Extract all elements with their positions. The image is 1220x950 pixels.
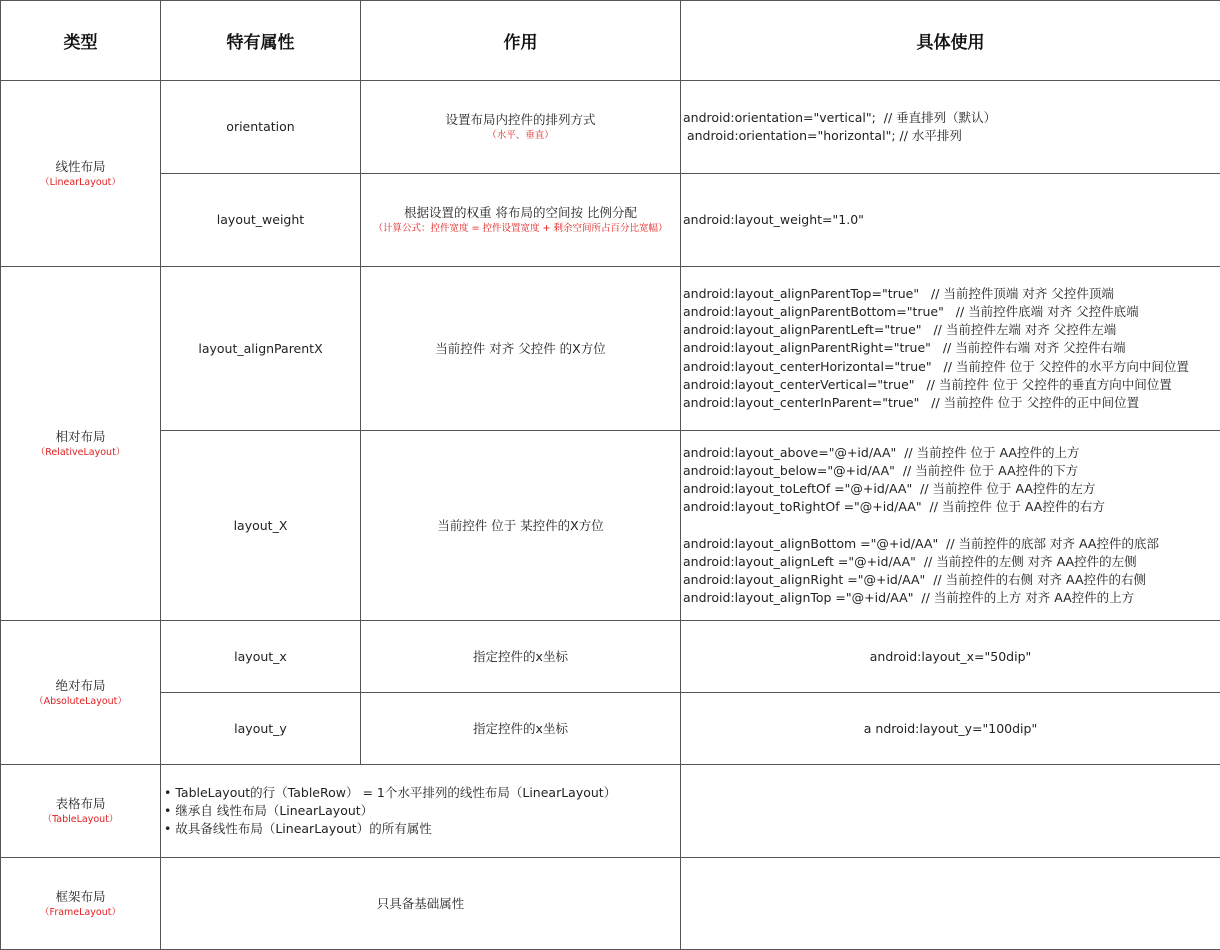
code-line: android:layout_alignTop ="@+id/AA" // 当前控件的上方 对齐 AA控件的上方: [683, 590, 1135, 606]
header-type: 类型: [1, 1, 161, 81]
effect-text: 根据设置的权重 将布局的空间按 比例分配: [404, 205, 637, 220]
effect-text: 指定控件的x坐标: [473, 720, 568, 736]
code-line: android:layout_centerVertical="true" // 当前控件 位于 父控件的垂直方向中间位置: [683, 376, 1172, 392]
frame-notes-cell: [161, 858, 681, 950]
code-line: android:orientation="vertical"; // 垂直排列（默认）: [683, 109, 997, 125]
usage-cell: [681, 693, 1220, 765]
usage-cell-empty: [681, 765, 1220, 858]
attr-cell: [161, 621, 361, 693]
table-row: [1, 621, 1220, 693]
code-line: android:layout_above="@+id/AA" // 当前控件 位于 AA控件的上方: [683, 444, 1080, 460]
usage-cell: [681, 267, 1220, 431]
code-line: android:layout_centerInParent="true" // 当前控件 位于 父控件的正中间位置: [683, 395, 1140, 410]
header-effect: 作用: [361, 1, 681, 81]
usage-cell: [681, 431, 1220, 621]
bullet-item: • TableLayout的行（TableRow） = 1个水平排列的线性布局（LinearLayout）: [164, 785, 617, 800]
attr-cell: [161, 174, 361, 267]
effect-text: 当前控件 位于 某控件的X方位: [437, 517, 604, 533]
table-notes-cell: [161, 765, 681, 858]
code-line: android:layout_below="@+id/AA" // 当前控件 位于 AA控件的下方: [683, 462, 1079, 478]
type-name: 相对布局: [55, 428, 106, 444]
code-line: android:layout_alignParentTop="true" // 当前控件顶端 对齐 父控件顶端: [683, 285, 1114, 301]
code-line: android:layout_toLeftOf ="@+id/AA" // 当前控件 位于 AA控件的左方: [683, 481, 1096, 497]
code-line: android:orientation="horizontal"; // 水平排列: [683, 128, 962, 143]
effect-cell: [361, 174, 681, 267]
type-class: （TableLayout）: [42, 814, 119, 825]
effect-cell: [361, 81, 681, 174]
table-row: [1, 81, 1220, 174]
code-line: android:layout_weight="1.0": [683, 211, 864, 227]
type-name: 框架布局: [55, 888, 106, 904]
attr-name: layout_weight: [216, 212, 305, 227]
type-cell-absolute: [1, 621, 161, 765]
attr-name: layout_alignParentX: [198, 340, 323, 356]
table-row: [1, 267, 1220, 431]
code-line: android:layout_centerHorizontal="true" // 当前控件 位于 父控件的水平方向中间位置: [683, 358, 1189, 374]
attr-name: layout_y: [234, 720, 287, 736]
type-class: （FrameLayout）: [40, 906, 121, 918]
attr-cell: [161, 267, 361, 431]
attr-name: orientation: [226, 119, 295, 134]
effect-text: 当前控件 对齐 父控件 的X方位: [435, 340, 606, 356]
code-line: android:layout_x="50dip": [869, 648, 1032, 664]
effect-note: （计算公式：控件宽度 = 控件设置宽度 + 剩余空间所占百分比宽幅）: [373, 223, 668, 234]
effect-cell: [361, 621, 681, 693]
code-line: android:layout_alignBottom ="@+id/AA" // 当前控件的底部 对齐 AA控件的底部: [683, 535, 1159, 551]
code-line: android:layout_alignParentLeft="true" // 当前控件左端 对齐 父控件左端: [683, 322, 1117, 338]
attr-cell: [161, 693, 361, 765]
table-row: [1, 431, 1220, 621]
header-attribute: 特有属性: [161, 1, 361, 81]
type-class: （AbsoluteLayout）: [34, 695, 127, 707]
code-line: android:layout_alignLeft ="@+id/AA" // 当前控件的左侧 对齐 AA控件的左侧: [683, 553, 1137, 569]
effect-cell: [361, 267, 681, 431]
table-row: [1, 858, 1220, 950]
frame-note: 只具备基础属性: [376, 895, 465, 911]
type-cell-relative: [1, 267, 161, 621]
code-line: android:layout_alignParentRight="true" // 当前控件右端 对齐 父控件右端: [683, 340, 1126, 356]
effect-cell: [361, 693, 681, 765]
effect-cell: [361, 431, 681, 621]
effect-text: 设置布局内控件的排列方式: [445, 112, 596, 127]
type-cell-frame: [1, 858, 161, 950]
type-name: 绝对布局: [55, 677, 106, 693]
table-row: [1, 693, 1220, 765]
code-line: a ndroid:layout_y="100dip": [863, 720, 1038, 736]
type-class: （LinearLayout）: [40, 176, 121, 188]
attr-cell: [161, 431, 361, 621]
type-cell-table: [1, 765, 161, 858]
type-class: （RelativeLayout）: [35, 446, 126, 458]
bullet-item: • 故具备线性布局（LinearLayout）的所有属性: [164, 821, 432, 836]
bullet-item: • 继承自 线性布局（LinearLayout）: [164, 803, 374, 818]
code-line: android:layout_toRightOf ="@+id/AA" // 当前控件 位于 AA控件的右方: [683, 499, 1105, 515]
table-row: [1, 174, 1220, 267]
usage-cell: [681, 621, 1220, 693]
attr-name: layout_X: [233, 517, 288, 533]
effect-note: （水平、垂直）: [487, 130, 554, 141]
type-cell-linear: [1, 81, 161, 267]
type-name: 表格布局: [55, 796, 106, 811]
code-line: android:layout_alignParentBottom="true" // 当前控件底端 对齐 父控件底端: [683, 303, 1139, 319]
effect-text: 指定控件的x坐标: [473, 648, 568, 664]
attr-cell: [161, 81, 361, 174]
usage-cell: [681, 81, 1220, 174]
attr-name: layout_x: [234, 648, 287, 664]
table-row: [1, 765, 1220, 858]
code-line: android:layout_alignRight ="@+id/AA" // 当前控件的右侧 对齐 AA控件的右侧: [683, 571, 1147, 587]
type-name: 线性布局: [55, 158, 106, 174]
header-row: [1, 1, 1220, 81]
usage-cell-empty: [681, 858, 1220, 950]
usage-cell: [681, 174, 1220, 267]
blank-line: [683, 517, 1220, 535]
header-usage: 具体使用: [681, 1, 1220, 81]
